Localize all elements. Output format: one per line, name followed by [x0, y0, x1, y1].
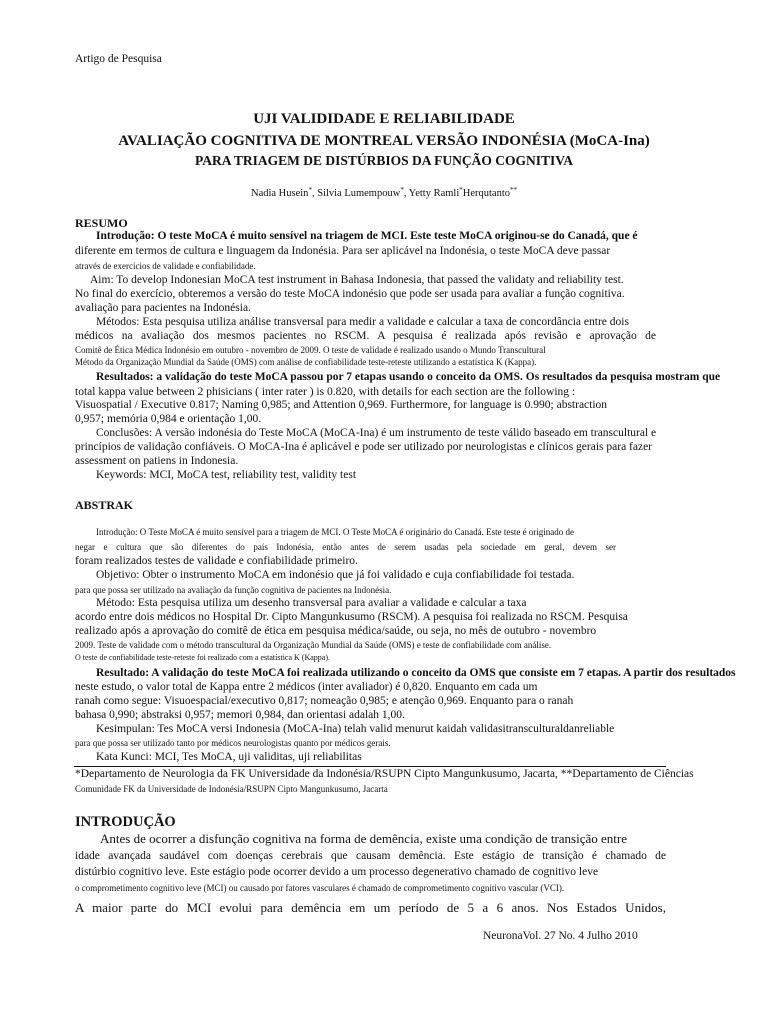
resumo-line: médicos na avaliação dos mesmos pacientes no RSCM. A pesquisa é realizada após revisão e aprovação de — [75, 330, 656, 342]
abstrak-line: Resultado: A validação do teste MoCA foi realizada utilizando o conceito da OMS que consiste em 7 etapas. A partir dos resultados — [96, 667, 736, 679]
resumo-line: princípios de validação confiáveis. O MoCA-Ina é aplicável e pode ser utilizado por neurologistas e clínicos gerais para fazer — [75, 441, 653, 453]
intro-line: A maior parte do MCI evolui para demência em um período de 5 a 6 anos. Nos Estados Unidos, — [75, 900, 666, 915]
intro-line: o comprometimento cognitivo leve (MCI) ou causado por fatores vasculares é chamado de comprometimento cognitivo vascular (VCI). — [75, 883, 565, 893]
author-4-mark: ** — [510, 186, 517, 194]
abstrak-line: Objetivo: Obter o instrumento MoCA em indonésio que já foi validado e cuja confiabilidade foi testada. — [96, 569, 575, 581]
author-1-mark: * — [308, 186, 312, 194]
abstrak-line: foram realizados testes de validade e confiabilidade primeiro. — [75, 555, 358, 567]
abstrak-line: O teste de confiabilidade teste-reteste foi realizado com a estatística K (Kappa). — [75, 653, 330, 662]
abstrak-line: negar e cultura que são diferentes do país Indonésia, então antes de serem usadas pela sociedade em geral, devem ser — [75, 542, 616, 552]
intro-line: Antes de ocorrer a disfunção cognitiva na forma de demência, existe uma condição de transição entre — [100, 831, 627, 846]
resumo-line: total kappa value between 2 phisicians ( inter rater ) is 0.820, with details for each section are the following : — [75, 386, 576, 398]
resumo-line: diferente em termos de cultura e linguagem da Indonésia. Para ser aplicável na Indonésia, o teste MoCA deve passar — [75, 245, 611, 257]
author-2: , Silvia Lumempouw — [311, 188, 401, 199]
affiliation-line: Comunidade FK da Universidade de Indonésia/RSUPN Cipto Mangunkusumo, Jacarta — [75, 784, 388, 794]
resumo-line: assessment on patiens in Indonesia. — [75, 455, 239, 467]
author-list — [0, 186, 768, 200]
abstrak-line: bahasa 0,990; abstraksi 0,957; memori 0,984, dan orientasi adalah 1,00. — [75, 709, 405, 721]
resumo-heading: RESUMO — [75, 216, 128, 230]
intro-line: idade avançada saudável com doenças cerebrais que causam demência. Este estágio de transição é chamado de — [75, 850, 666, 862]
resumo-line: Aim: To develop Indonesian MoCA test instrument in Bahasa Indonesia, that passed the validaty and reliability test. — [90, 274, 624, 286]
author-4: Herqutanto — [462, 188, 510, 199]
affiliation-divider — [74, 766, 666, 767]
resumo-line: avaliação para pacientes na Indonésia. — [75, 302, 251, 314]
resumo-line: No final do exercício, obteremos a versão do teste MoCA indonésio que pode ser usada para avaliar a função cognitiva. — [75, 288, 625, 300]
intro-line: distúrbio cognitivo leve. Este estágio pode ocorrer devido a um processo degenerativo chamado de cognitivo leve — [75, 866, 599, 878]
journal-name: Neurona — [483, 930, 523, 942]
resumo-line: através de exercícios de validade e confiabilidade. — [75, 261, 256, 271]
abstrak-line: Introdução: O Teste MoCA é muito sensível para a triagem de MCI. O Teste MoCA é originário do Canadá. Este teste é originado de — [96, 527, 575, 537]
resumo-line: Introdução: O teste MoCA é muito sensível na triagem de MCI. Este teste MoCA originou-se do Canadá, que é — [96, 230, 638, 242]
affiliation-line: *Departamento de Neurologia da FK Universidade da Indonésia/RSUPN Cipto Mangunkusumo, Jacarta, **Departamento de Ciências — [75, 768, 694, 780]
abstrak-line: 2009. Teste de validade com o método transcultural da Organização Mundial da Saúde (OMS) e teste de confiabilidade com análise. — [75, 640, 552, 650]
resumo-keywords: Keywords: MCI, MoCA test, reliability test, validity test — [96, 469, 357, 481]
author-3-mark: * — [459, 186, 463, 194]
abstrak-line: acordo entre dois médicos no Hospital Dr. Cipto Mangunkusumo (RSCM). A pesquisa foi realizada no RSCM. Pesquisa — [75, 611, 628, 623]
author-1: Nadia Husein — [250, 188, 309, 199]
resumo-line: Visuospatial / Executive 0.817; Naming 0,985; and Attention 0,969. Furthermore, for language is 0.990; abstraction — [75, 399, 608, 411]
abstrak-line: para que possa ser utilizado tanto por médicos neurologistas quanto por médicos gerais. — [75, 738, 391, 748]
journal-issue: Vol. 27 No. 4 Julho 2010 — [522, 930, 638, 942]
resumo-line: 0,957; memória 0,984 e orientação 1,00. — [75, 413, 262, 425]
abstrak-line: neste estudo, o valor total de Kappa entre 2 médicos (inter avaliador) é 0,820. Enquanto em cada um — [75, 681, 538, 693]
abstrak-line: Kesimpulan: Tes MoCA versi Indonesia (MoCA-Ina) telah valid menurut kaidah validasitransculturaldanreliable — [96, 723, 615, 735]
abstrak-heading: ABSTRAK — [75, 498, 134, 512]
resumo-line: Resultados: a validação do teste MoCA passou por 7 etapas usando o conceito da OMS. Os resultados da pesquisa mostram que — [96, 371, 721, 383]
title-line-1: UJI VALIDIDADE E RELIABILIDADE — [253, 111, 515, 127]
author-2-mark: * — [400, 186, 404, 194]
resumo-line: Métodos: Esta pesquisa utiliza análise transversal para medir a validade e calcular a taxa de concordância entre dois — [96, 316, 629, 328]
abstrak-line: Método: Esta pesquisa utiliza um desenho transversal para avaliar a validade e calcular a taxa — [96, 597, 527, 609]
abstrak-line: realizado após a aprovação do comitê de ética em pesquisa médica/saúde, ou seja, no mês de outubro - novembro — [75, 625, 597, 637]
resumo-line: Método da Organização Mundial da Saúde (OMS) com análise de confiabilidade teste-reteste utilizando a estatística K (Kappa). — [75, 357, 537, 367]
abstrak-line: para que possa ser utilizado na avaliação da função cognitiva de pacientes na Indonésia. — [75, 585, 392, 595]
abstrak-keywords: Kata Kunci: MCI, Tes MoCA, uji validitas, uji reliabilitas — [96, 751, 362, 763]
title-line-2: AVALIAÇÃO COGNITIVA DE MONTREAL VERSÃO INDONÉSIA (MoCA-Ina) — [118, 133, 650, 149]
article-type-label: Artigo de Pesquisa — [75, 53, 162, 65]
title-line-3: PARA TRIAGEM DE DISTÚRBIOS DA FUNÇÃO COGNITIVA — [194, 153, 574, 168]
journal-footer — [483, 931, 638, 943]
author-3: , Yetty Ramli — [403, 188, 460, 199]
abstrak-line: ranah como segue: Visuoespacial/executivo 0,817; nomeação 0,985; e atenção 0,969. Enquanto para o ranah — [75, 695, 574, 707]
resumo-line: Conclusões: A versão indonésia do Teste MoCA (MoCA-Ina) é um instrumento de teste válido baseado em transcultural e — [96, 427, 657, 439]
intro-heading: INTRODUÇÃO — [75, 814, 176, 830]
resumo-line: Comitê de Ética Médica Indonésio em outubro - novembro de 2009. O teste de validade é realizado usando o Mundo Transcultural — [75, 345, 546, 355]
